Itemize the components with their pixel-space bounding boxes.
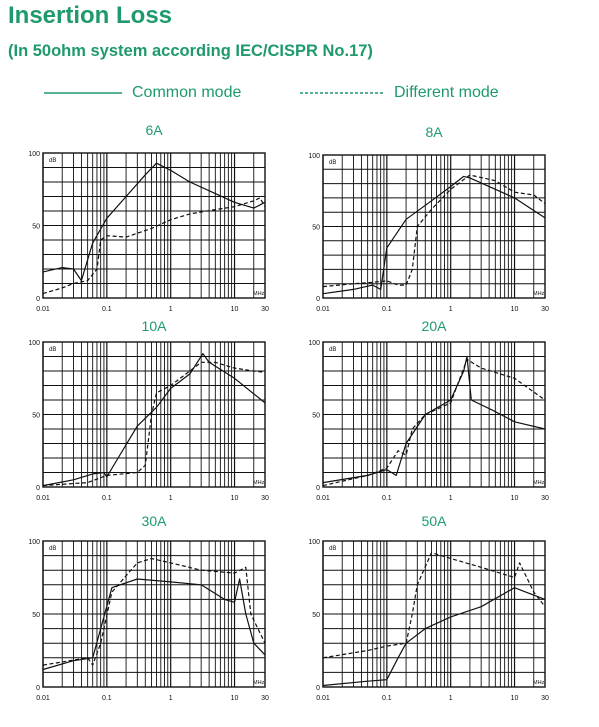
chart-title: 6A	[145, 122, 163, 138]
x-tick-label: 30	[261, 306, 269, 313]
x-tick-label: 1	[448, 495, 453, 502]
x-tick-label: 0.01	[36, 306, 50, 313]
y-tick-label: 50	[32, 223, 40, 231]
x-tick-label: 0.01	[316, 306, 330, 313]
x-unit-label: MHz	[533, 480, 545, 486]
unit-label: dB	[329, 546, 337, 552]
unit-label: dB	[329, 347, 337, 353]
y-tick-label: 50	[312, 224, 320, 232]
unit-label: dB	[49, 158, 57, 164]
x-tick-label: 30	[541, 306, 549, 313]
chart-3	[308, 318, 549, 502]
x-tick-label: 0.1	[381, 695, 392, 702]
unit-label: dB	[49, 347, 57, 353]
chart-title: 10A	[141, 318, 167, 334]
chart-title: 50A	[421, 513, 447, 529]
y-tick-label: 0	[36, 296, 40, 303]
y-tick-label: 0	[36, 685, 40, 692]
y-tick-label: 100	[308, 539, 320, 546]
x-tick-label: 0.1	[381, 495, 392, 502]
y-tick-label: 100	[308, 340, 320, 347]
y-tick-label: 50	[312, 412, 320, 420]
x-tick-label: 10	[510, 306, 519, 313]
x-tick-label: 1	[168, 495, 173, 502]
x-tick-label: 30	[261, 695, 269, 702]
chart-5	[308, 513, 549, 702]
x-tick-label: 10	[230, 695, 239, 702]
y-tick-label: 50	[32, 612, 40, 619]
unit-label: dB	[329, 160, 337, 166]
page-subtitle: (In 50ohm system according IEC/CISPR No.17)	[8, 42, 373, 60]
chart-1	[308, 124, 549, 313]
x-tick-label: 1	[448, 695, 453, 702]
x-tick-label: 10	[510, 695, 519, 702]
x-tick-label: 0.01	[36, 495, 50, 502]
x-tick-label: 10	[230, 495, 239, 502]
x-tick-label: 0.01	[316, 495, 330, 502]
x-tick-label: 30	[261, 495, 269, 502]
y-tick-label: 0	[316, 296, 320, 303]
chart-title: 8A	[425, 124, 443, 140]
unit-label: dB	[49, 546, 57, 552]
chart-title: 20A	[421, 318, 447, 334]
x-tick-label: 0.1	[101, 306, 112, 313]
x-unit-label: MHz	[253, 480, 265, 486]
chart-4	[28, 513, 269, 702]
page-title: Insertion Loss	[8, 2, 173, 29]
x-unit-label: MHz	[533, 291, 545, 297]
x-tick-label: 0.01	[36, 695, 50, 702]
legend-label-common: Common mode	[132, 84, 242, 101]
y-tick-label: 0	[36, 485, 40, 492]
x-tick-label: 10	[510, 495, 519, 502]
x-tick-label: 0.1	[101, 695, 112, 702]
x-tick-label: 1	[168, 695, 173, 702]
x-tick-label: 0.1	[381, 306, 392, 313]
y-tick-label: 50	[32, 412, 40, 420]
y-tick-label: 100	[28, 539, 40, 546]
x-tick-label: 10	[230, 306, 239, 313]
chart-0	[28, 122, 269, 313]
y-tick-label: 0	[316, 685, 320, 692]
x-tick-label: 30	[541, 495, 549, 502]
chart-2	[28, 318, 269, 502]
x-tick-label: 30	[541, 695, 549, 702]
chart-title: 30A	[141, 513, 167, 529]
x-tick-label: 0.01	[316, 695, 330, 702]
x-tick-label: 0.1	[101, 495, 112, 502]
y-tick-label: 50	[312, 612, 320, 619]
x-unit-label: MHz	[533, 680, 545, 686]
x-unit-label: MHz	[253, 680, 265, 686]
y-tick-label: 100	[308, 153, 320, 160]
y-tick-label: 0	[316, 485, 320, 492]
legend-label-different: Different mode	[394, 84, 499, 101]
x-tick-label: 1	[168, 306, 173, 313]
x-tick-label: 1	[448, 306, 453, 313]
y-tick-label: 100	[28, 151, 40, 158]
y-tick-label: 100	[28, 340, 40, 347]
x-unit-label: MHz	[253, 291, 265, 297]
